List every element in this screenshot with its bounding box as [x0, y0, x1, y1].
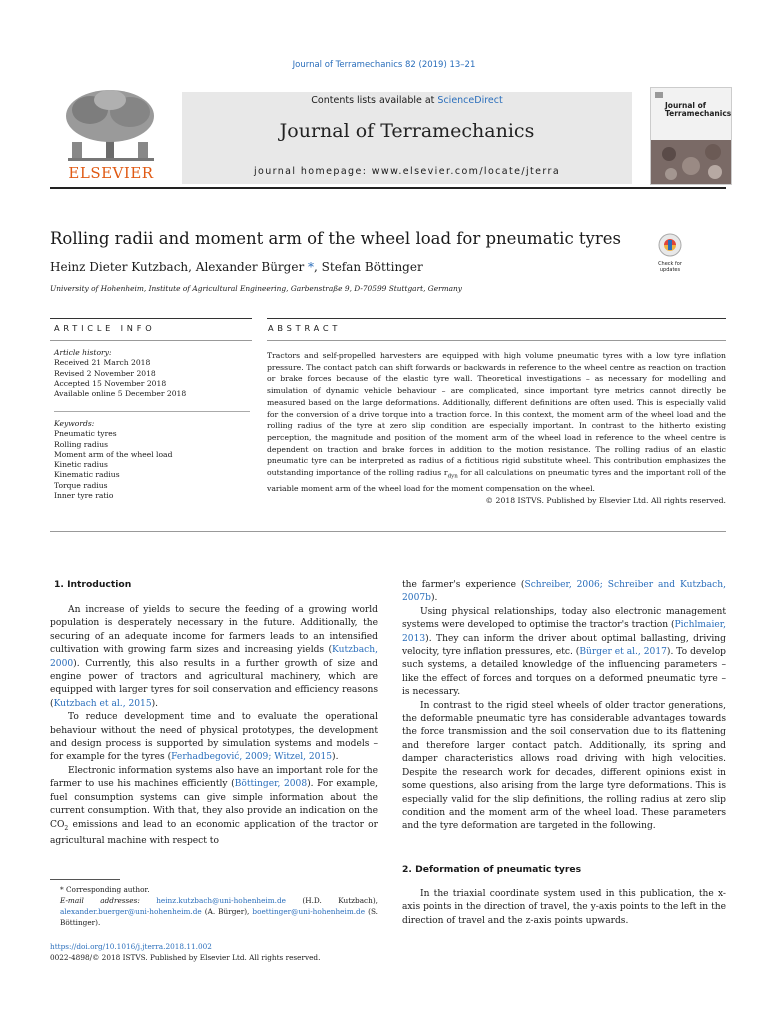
issn-line: 0022-4898/© 2018 ISTVS. Published by Elsevier Ltd. All rights reserved. [50, 953, 321, 962]
citation-link[interactable]: Kutzbach, 2000 [50, 645, 378, 669]
footnotes [50, 884, 378, 928]
journal-homepage[interactable]: journal homepage: www.elsevier.com/locate/jterra [253, 166, 561, 177]
keyword-item: Torque radius [54, 480, 108, 490]
info-top-rule [50, 318, 252, 319]
citation-link[interactable]: Schreiber, 2006; Schreiber and Kutzbach, 2007b [402, 580, 726, 604]
abstract-bottom-rule [267, 340, 726, 341]
footnote-rule [50, 879, 120, 880]
authors-part1: Heinz Dieter Kutzbach, Alexander Bürger [50, 260, 305, 274]
citation-link[interactable]: Bürger et al., 2017 [579, 647, 667, 658]
keywords [54, 419, 254, 501]
affiliation: University of Hohenheim, Institute of Agricultural Engineering, Garbenstraße 9, D-70599 Stuttgart, Germany [50, 284, 462, 293]
cover-title-line1: Journal of [665, 101, 706, 110]
abstract-top-rule [267, 318, 726, 319]
keyword-item: Kinetic radius [54, 460, 108, 470]
keyword-item: Inner tyre ratio [54, 491, 114, 501]
section-heading-introduction: 1. Introduction [54, 579, 132, 590]
keywords-label: Keywords: [54, 419, 95, 428]
abstract-heading: ABSTRACT [268, 323, 342, 333]
email-link[interactable]: heinz.kutzbach@uni-hohenheim.de [156, 896, 286, 905]
info-divider [54, 411, 250, 412]
crossmark-label: Check for updates [658, 261, 682, 273]
journal-cover-thumbnail [650, 87, 732, 185]
elsevier-wordmark: ELSEVIER [68, 164, 154, 182]
info-bottom-rule [50, 340, 252, 341]
right-column-body [402, 579, 726, 834]
history-revised: Revised 2 November 2018 [54, 368, 156, 378]
cover-image [651, 140, 731, 184]
history-received: Received 21 March 2018 [54, 358, 151, 368]
paragraph: In contrast to the rigid steel wheels of older tractor generations, the deformable pneumatic tyre has considerable advantages towards the force transmission and the soil conservation due to its flattening and therefore larger contact patch. Additionally, its spring and damper characteristics allows road driving with high velocities. Despite the research work for decades, different opinions exist in some questions, also arising from the large tyre deformations. This is especially valid for the slip definitions, the rolling radius at zero slip condition and the moment arm of the wheel load. These parameters and the tyre deformation are targeted in the following. [402, 700, 726, 832]
history-online: Available online 5 December 2018 [54, 389, 187, 399]
history-accepted: Accepted 15 November 2018 [54, 378, 167, 388]
check-for-updates-badge[interactable] [650, 232, 690, 273]
keyword-item: Rolling radius [54, 439, 108, 449]
article-title: Rolling radii and moment arm of the wheel load for pneumatic tyres [50, 229, 621, 248]
cover-title-line2: Terramechanics [665, 109, 732, 118]
section-heading-deformation: 2. Deformation of pneumatic tyres [402, 864, 582, 875]
journal-reference[interactable]: Journal of Terramechanics 82 (2019) 13–21 [292, 60, 476, 70]
paragraph: Electronic information systems also have an important role for the farmer to use his machines efficiently (Böttinger, 2008). For example, fuel consumption systems can give simple information about the current consumption. With that, they also provide an indication on the $CO_2$ emissions and lead to an economic application of the tractor or agricultural machine with respect to [50, 765, 378, 846]
corresponding-author-note: * Corresponding author. [60, 885, 150, 894]
email-link[interactable]: boettinger@uni-hohenheim.de [252, 907, 366, 916]
masthead-rule [50, 187, 726, 189]
cover-emblem [655, 92, 663, 98]
paragraph: To reduce development time and to evaluate the operational behaviour without the need of physical prototypes, the development and design process is supported by simulation systems and models – for example for the tyres (Ferhadbegović, 2009; Witzel, 2015). [50, 712, 378, 763]
paragraph: In the triaxial coordinate system used in this publication, the x-axis points in the direction of travel, the y-axis points to the left in the direction of travel and the z-axis points upwards. [402, 889, 726, 926]
authors-part2: , Stefan Böttinger [314, 260, 423, 274]
abstract-end-rule [50, 531, 726, 532]
sciencedirect-link[interactable]: ScienceDirect [437, 95, 503, 106]
paragraph: Using physical relationships, today also electronic management systems were developed to optimise the tractor's traction (Pichlmaier, 2013). They can inform the driver about optimal ballasting, driving velocity, tyre inflation pressures, etc. (Bürger et al., 2017). To develop such systems, a detailed knowledge of the influencing parameters – like the effect of forces and torques on a deformed pneumatic tyre – is necessary. [402, 606, 727, 698]
abstract-text [267, 350, 726, 507]
citation-link[interactable]: Ferhadbegović, 2009; Witzel, 2015 [171, 752, 333, 763]
citation-link[interactable]: Böttinger, 2008 [234, 779, 308, 790]
email-addresses: E-mail addresses: heinz.kutzbach@uni-hohenheim.de (H.D. Kutzbach), alexander.buerger@uni-hohenheim.de (A. Bürger), boettinger@uni-hohenheim.de (S. Böttinger). [60, 896, 378, 927]
paragraph-continued: the farmer's experience (Schreiber, 2006; Schreiber and Kutzbach, 2007b). [402, 580, 726, 604]
crossmark-icon [650, 232, 690, 258]
left-column-body [50, 604, 378, 848]
corresponding-author-mark[interactable]: * [304, 260, 315, 274]
article-history [54, 348, 254, 399]
paragraph: An increase of yields to secure the feeding of a growing world population is desperately necessary in the future. Additionally, the securing of an adequate income for farmers leads to an intensified cultivation with growing farm sizes and increasing yields (Kutzbach, 2000). Currently, this also results in a further growth of size and engine power of tractors and agricultural machinery, which are equipped with larger tyres for soil conservation and efficiency reasons (Kutzbach et al., 2015). [50, 605, 378, 709]
abstract-subscript: dyn [447, 473, 458, 480]
keyword-item: Pneumatic tyres [54, 429, 117, 439]
keyword-item: Moment arm of the wheel load [54, 449, 173, 459]
contents-prefix: Contents lists available at [311, 95, 438, 106]
abstract-copyright: © 2018 ISTVS. Published by Elsevier Ltd. All rights reserved. [485, 495, 726, 505]
email-link[interactable]: alexander.buerger@uni-hohenheim.de [60, 907, 202, 916]
contents-line [182, 95, 632, 106]
section2-body [402, 888, 726, 928]
citation-link[interactable]: Kutzbach et al., 2015 [53, 698, 152, 709]
author-list [50, 260, 423, 274]
history-label: Article history: [54, 348, 112, 357]
citation-link[interactable]: Pichlmaier, 2013 [402, 620, 726, 644]
doi-link[interactable]: https://doi.org/10.1016/j.jterra.2018.11.002 [50, 942, 212, 951]
abstract-body: Tractors and self-propelled harvesters are equipped with high volume pneumatic tyres with a low tyre inflation pressure. The contact patch can shift forwards or backwards in reference to the wheel centre as reaction on traction or brake forces because of the elastic tyre wall. Theoretical investigations – as necessary for modelling and simulation of dynamic vehicle behaviour – are complicated, since important tyre metrics cannot directly be measured based on the large deformations. Additionally, different definitions are often used. This is especially valid for the conversion of a drive torque into a traction force. In this context, the moment arm of the wheel load and the rolling radius of the tyre at zero slip condition are especially important. In contrast to the hitherto existing perception, the magnitude and position of the moment arm of the wheel load in reference to the wheel centre is dependent on traction and brake forces in addition to the motion resistance. The rolling radius of an elastic pneumatic tyre can be interpreted as radius of a fictitious rigid substitute wheel. This contribution emphasizes the outstanding importance of the rolling radius r [267, 351, 726, 478]
keyword-item: Kinematic radius [54, 470, 120, 480]
abstract-body-end: for all calculations on pneumatic tyres and the important roll of the variable moment arm of the wheel load for the moment compensation on the wheel. [267, 468, 726, 494]
journal-title: Journal of Terramechanics [279, 120, 535, 142]
doi-block [50, 941, 390, 963]
article-info-heading: ARTICLE INFO [54, 323, 156, 333]
